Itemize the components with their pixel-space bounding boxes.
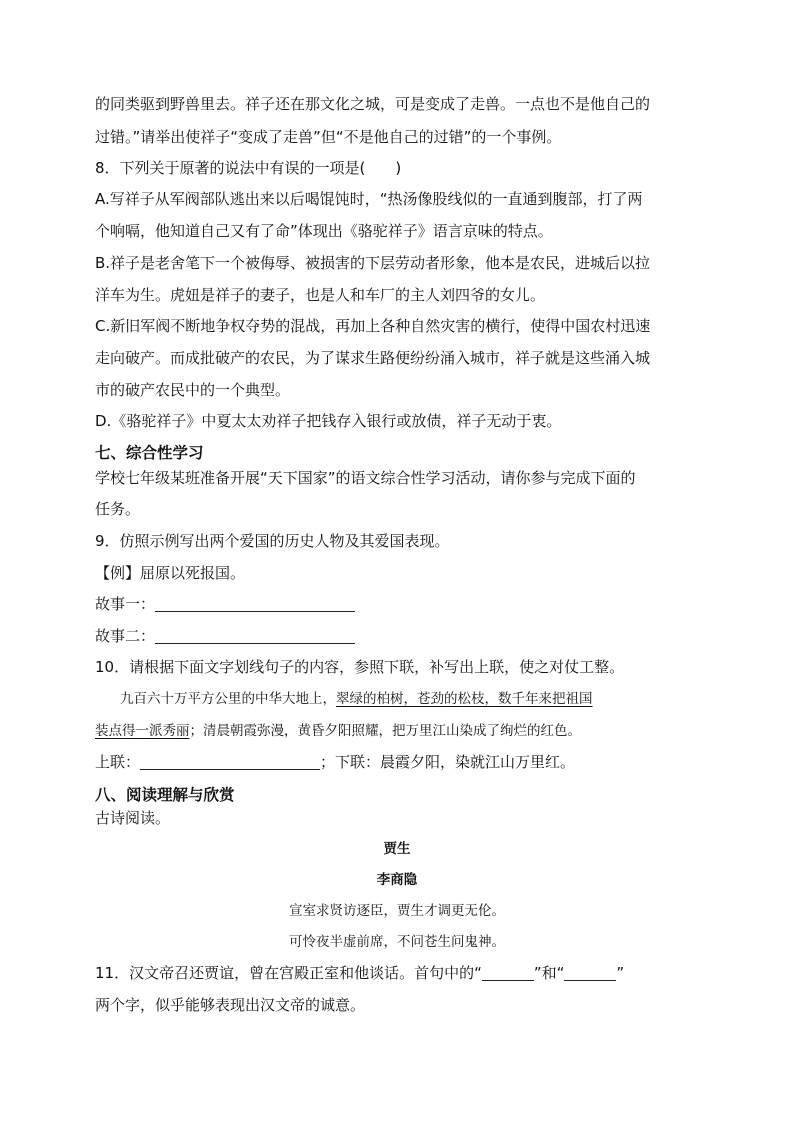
option-a-line: 个响嗝，他知道自己又有了命”体现出《骆驼祥子》语言京味的特点。 bbox=[95, 222, 553, 240]
question-9: 9．仿照示例写出两个爱国的历史人物及其爱国表现。 bbox=[95, 532, 450, 550]
option-c-line: C.新旧军阀不断地争权夺势的混战，再加上各种自然灾害的横行，使得中国农村迅速 bbox=[95, 317, 651, 335]
couplet-row bbox=[95, 752, 575, 772]
question-11-text: ”和“ bbox=[533, 964, 565, 982]
question-8: 8．下列关于原著的说法中有误的一项是( ) bbox=[95, 159, 402, 177]
question-10: 10．请根据下面文字划线句子的内容，参照下联，补写出上联，使之对仗工整。 bbox=[95, 658, 625, 676]
poem-author: 李商隐 bbox=[376, 872, 418, 888]
answer-blank-1[interactable] bbox=[482, 965, 534, 981]
poem-line: 可怜夜半虚前席，不问苍生问鬼神。 bbox=[289, 934, 505, 950]
underlined-sentence: 装点得一派秀丽 bbox=[95, 723, 190, 739]
story-two-label: 故事二： bbox=[95, 627, 156, 645]
option-b-line: B.祥子是老舍笔下一个被侮辱、被损害的下层劳动者形象，他本是农民，进城后以拉 bbox=[95, 254, 651, 272]
passage-text: 九百六十万平方公里的中华大地上， bbox=[120, 691, 336, 707]
text-line: 过错。”请举出使祥子“变成了走兽”但“不是他自己的过错”的一个事例。 bbox=[95, 128, 562, 146]
story-one-blank[interactable] bbox=[155, 596, 355, 612]
underlined-sentence: 翠绿的柏树，苍劲的松枝，数千年来把祖国 bbox=[336, 691, 593, 707]
lower-couplet: ；下联：晨霞夕阳，染就江山万里红。 bbox=[320, 753, 576, 771]
section-7-heading: 七、综合性学习 bbox=[95, 444, 204, 462]
text-line: 学校七年级某班准备开展“天下国家”的语文综合性学习活动，请你参与完成下面的 bbox=[95, 469, 636, 487]
answer-blank-2[interactable] bbox=[564, 965, 616, 981]
story-one-row bbox=[95, 594, 355, 614]
story-one-label: 故事一： bbox=[95, 595, 156, 613]
poem-title: 贾生 bbox=[383, 841, 411, 857]
section-8-heading: 八、阅读理解与欣赏 bbox=[95, 786, 235, 804]
example-line: 【例】屈原以死报国。 bbox=[95, 564, 246, 582]
option-b-line: 洋车为生。虎妞是祥子的妻子，也是人和车厂的主人刘四爷的女儿。 bbox=[95, 286, 546, 304]
text-line: 任务。 bbox=[95, 500, 141, 518]
passage-text: ；清晨朝霞弥漫，黄昏夕阳照耀，把万里江山染成了绚烂的红色。 bbox=[189, 723, 581, 739]
option-d-line: D.《骆驼祥子》中夏太太劝祥子把钱存入银行或放债，祥子无动于衷。 bbox=[95, 412, 562, 430]
story-two-row bbox=[95, 626, 355, 646]
question-11 bbox=[95, 963, 624, 983]
question-11-line-2: 两个字，似乎能够表现出汉文帝的诚意。 bbox=[95, 996, 366, 1014]
poem-intro: 古诗阅读。 bbox=[95, 809, 171, 827]
passage-line bbox=[120, 689, 593, 709]
question-11-text: 11．汉文帝召还贾谊，曾在宫殿正室和他谈话。首句中的“ bbox=[95, 964, 482, 982]
poem-line: 宣室求贤访逐臣，贾生才调更无伦。 bbox=[289, 903, 505, 919]
option-c-line: 市的破产农民中的一个典型。 bbox=[95, 381, 291, 399]
question-11-text: ” bbox=[616, 964, 625, 982]
option-a-line: A.写祥子从军阀部队逃出来以后喝馄饨时，“热汤像股线似的一直通到腹部，打了两 bbox=[95, 190, 643, 208]
story-two-blank[interactable] bbox=[155, 628, 355, 644]
passage-line bbox=[95, 721, 581, 741]
upper-couplet-blank[interactable] bbox=[140, 754, 320, 770]
upper-couplet-label: 上联： bbox=[95, 753, 141, 771]
text-line: 的同类驱到野兽里去。祥子还在那文化之城，可是变成了走兽。一点也不是他自己的 bbox=[95, 95, 651, 113]
option-c-line: 走向破产。而成批破产的农民，为了谋求生路便纷纷涌入城市，祥子就是这些涌入城 bbox=[95, 349, 651, 367]
